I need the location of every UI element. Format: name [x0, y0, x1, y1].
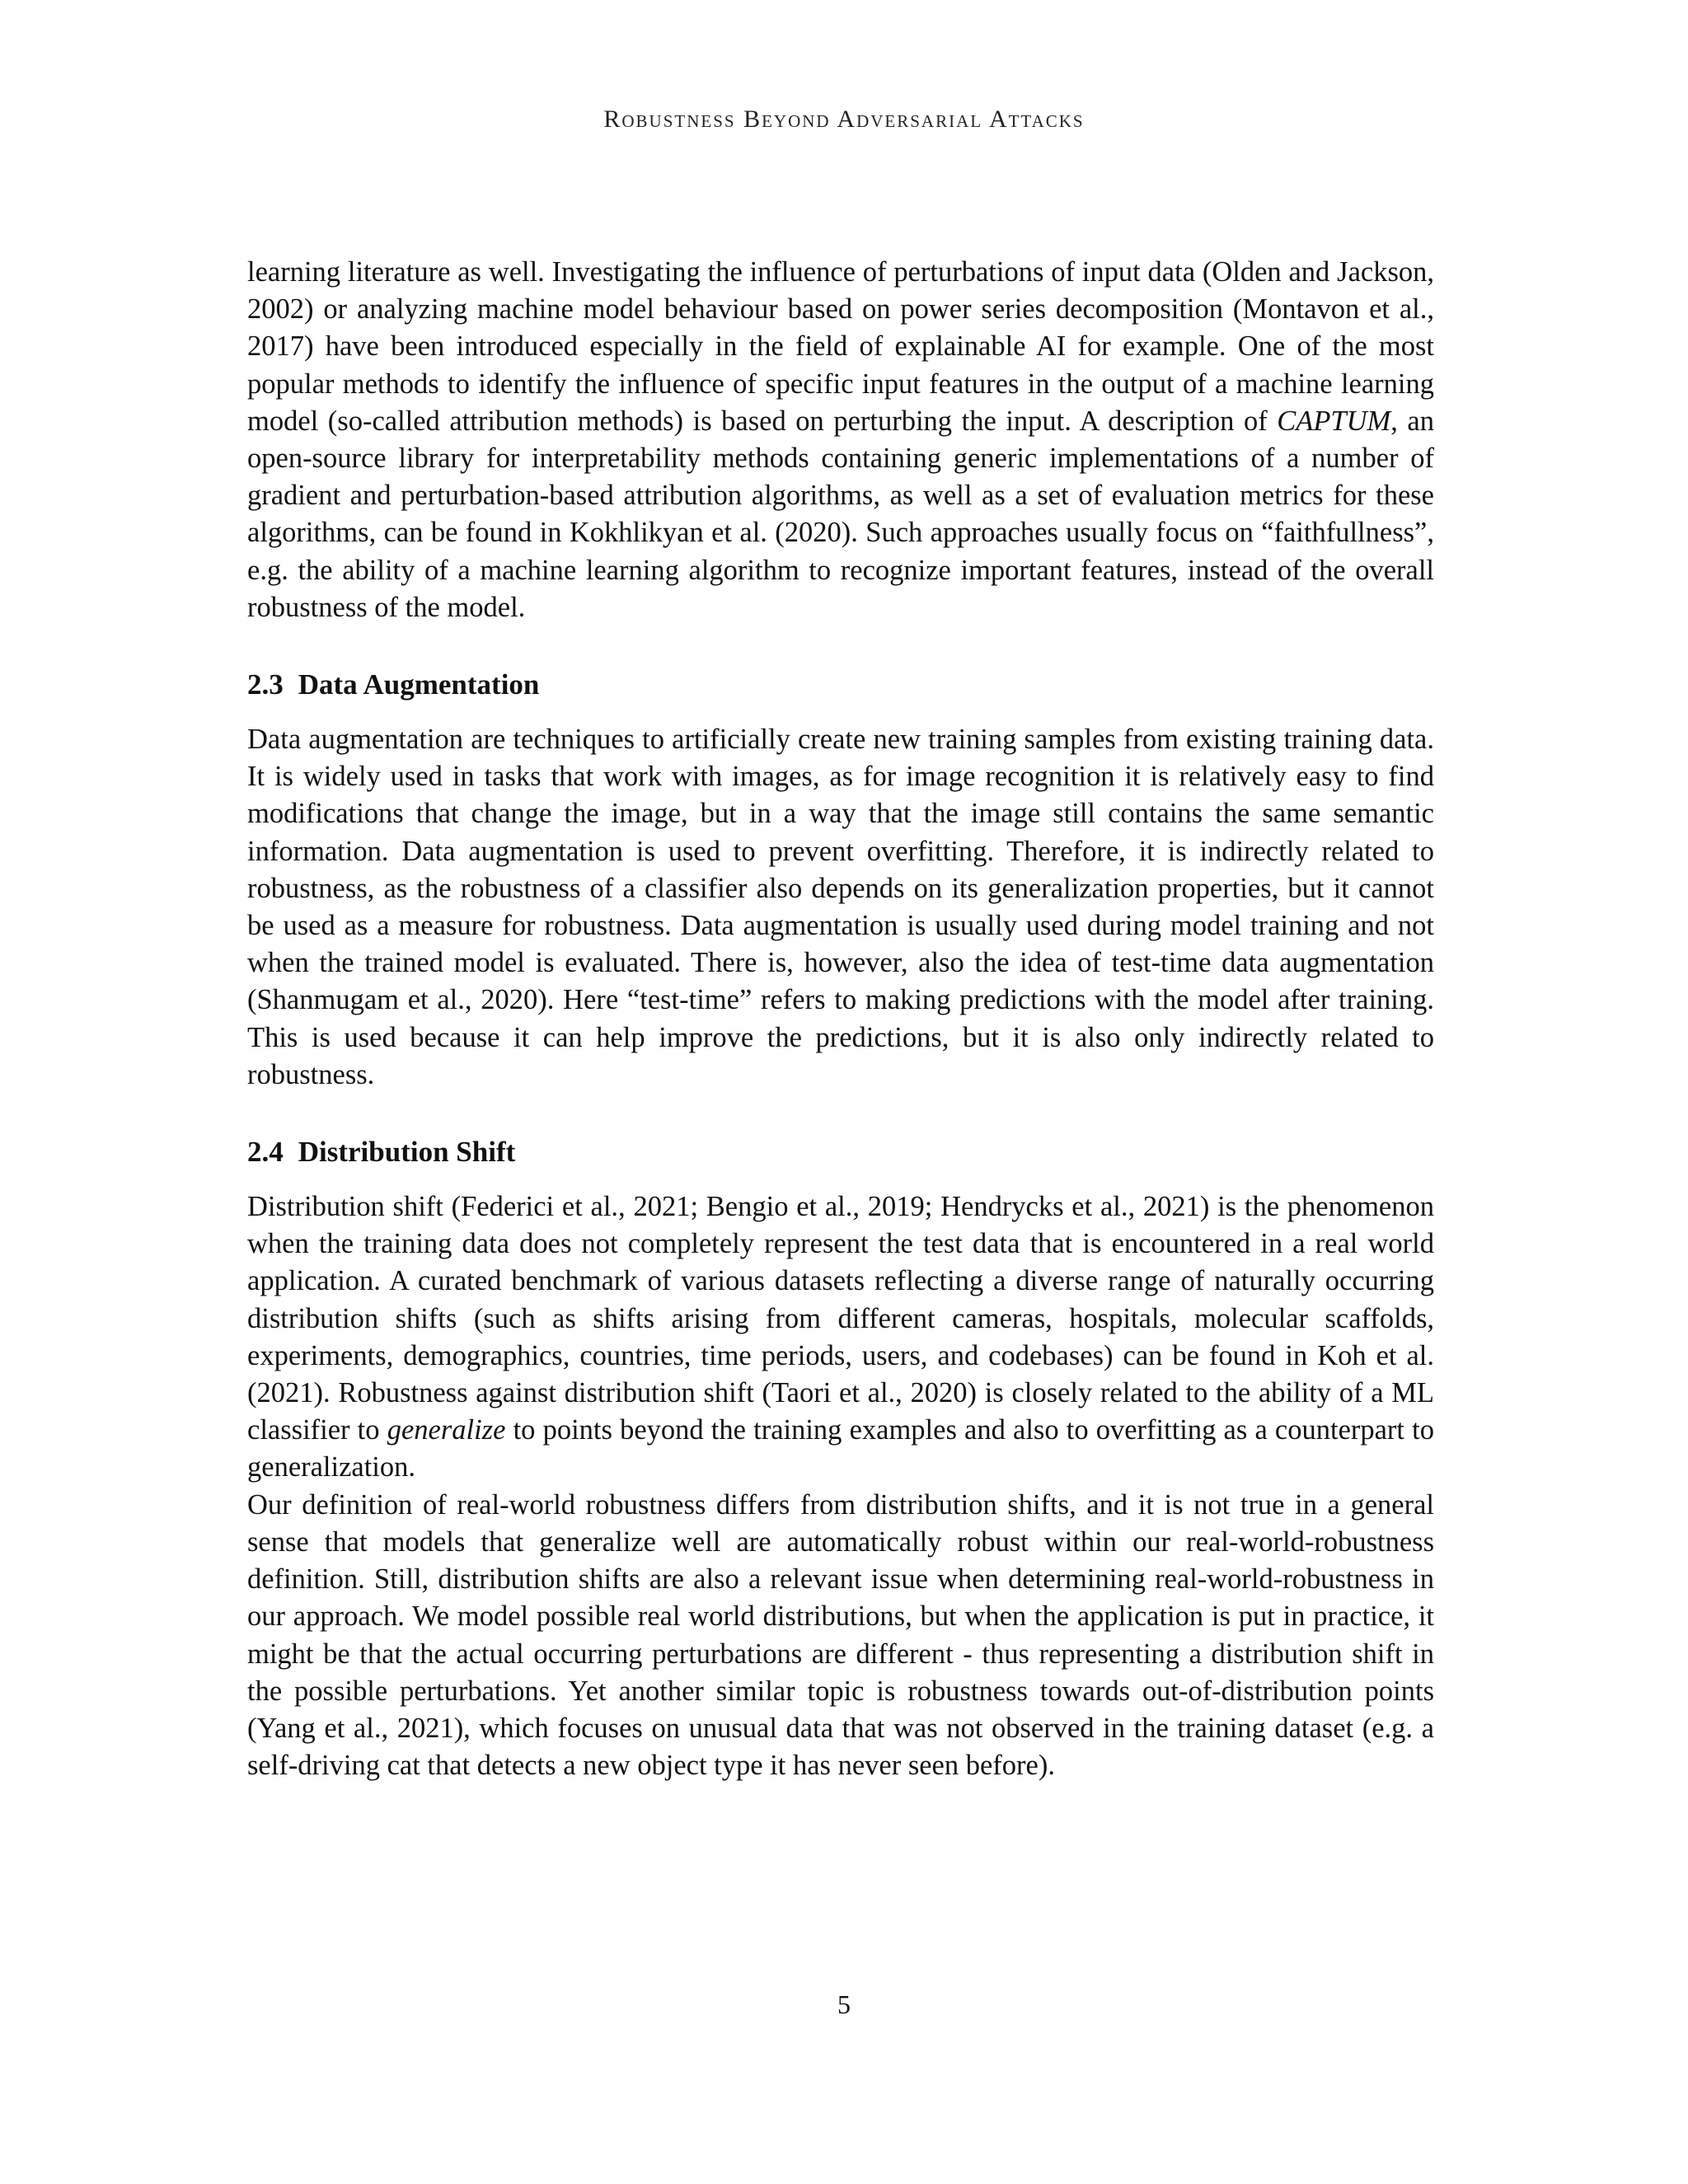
paragraph-data-augmentation: Data augmentation are techniques to artificially create new training samples from existing training data. It is widely used in tasks that work with images, as for image recognition it is relatively easy to find modifications that change the image, but in a way that the image still contains the same semantic information. Data augmentation is used to prevent overfitting. Therefore, it is indirectly related to robustness, as the robustness of a classifier also depends on its generalization properties, but it cannot be used as a measure for robustness. Data augmentation is usually used during model training and not when the trained model is evaluated. There is, however, also the idea of test-time data augmentation (Shanmugam et al., 2020). Here “test-time” refers to making predictions with the model after training. This is used because it can help improve the predictions, but it is also only indirectly related to robustness. — [247, 724, 1434, 1090]
section-number: 2.4 — [247, 1136, 284, 1169]
section-title: Data Augmentation — [298, 668, 540, 701]
section-title: Distribution Shift — [298, 1136, 516, 1169]
generalize-emphasis: generalize — [387, 1414, 506, 1446]
captum-emphasis: CAPTUM — [1277, 405, 1391, 437]
paragraph-intro — [247, 254, 1434, 626]
paragraph-distribution-shift-1 — [247, 1188, 1434, 1487]
section-heading-data-augmentation — [247, 666, 1434, 703]
running-head: Robustness Beyond Adversarial Attacks — [603, 105, 1085, 133]
paragraph-distribution-shift-2: Our definition of real-world robustness differs from distribution shifts, and it is not true in a general sense that models that generalize well are automatically robust within our real-world-robustness definition. Still, distribution shifts are also a relevant issue when determining real-world-robustness in our approach. We model possible real world distributions, but when the application is put in practice, it might be that the actual occurring perturbations are different - thus representing a distribution shift in the possible perturbations. Yet another similar topic is robustness towards out-of-distribution points (Yang et al., 2021), which focuses on unusual data that was not observed in the training dataset (e.g. a self-driving cat that detects a new object type it has never seen before). — [247, 1488, 1434, 1782]
section-number: 2.3 — [247, 668, 284, 701]
page-number: 5 — [837, 1990, 851, 2019]
body-column — [247, 254, 1434, 1784]
paragraph-intro-text: learning literature as well. Investigating the influence of perturbations of input data (Olden and Jackson, 2002) or analyzing machine model behaviour based on power series decomposition (Montavon et al., 2017) have been introduced especially in the field of explainable AI for example. One of the most popular methods to identify the influence of specific input features in the output of a machine learning model (so-called attribution methods) is based on perturbing the input. A description of — [247, 256, 1434, 437]
paragraph-intro-rest: , an open-source library for interpretability methods containing generic implementations of a number of gradient and perturbation-based attribution algorithms, as well as a set of evaluation metrics for these algorithms, can be found in Kokhlikyan et al. (2020). Such approaches usually focus on “faithfullness”, e.g. the ability of a machine learning algorithm to recognize important features, instead of the overall robustness of the model. — [247, 405, 1434, 623]
paragraph-distribution-shift-1-text: Distribution shift (Federici et al., 2021; Bengio et al., 2019; Hendrycks et al., 2021) is the phenomenon when the training data does not completely represent the test data that is encountered in a real world application. A curated benchmark of various datasets reflecting a diverse range of naturally occurring distribution shifts (such as shifts arising from different cameras, hospitals, molecular scaffolds, experiments, demographics, countries, time periods, users, and codebases) can be found in Koh et al. (2021). Robustness against distribution shift (Taori et al., 2020) is closely related to the ability of a ML classifier to — [247, 1191, 1434, 1446]
section-heading-distribution-shift — [247, 1133, 1434, 1170]
paragraph-distribution-shift-1-rest: to points beyond the training examples and also to overfitting as a counterpart to generalization. — [247, 1414, 1434, 1483]
